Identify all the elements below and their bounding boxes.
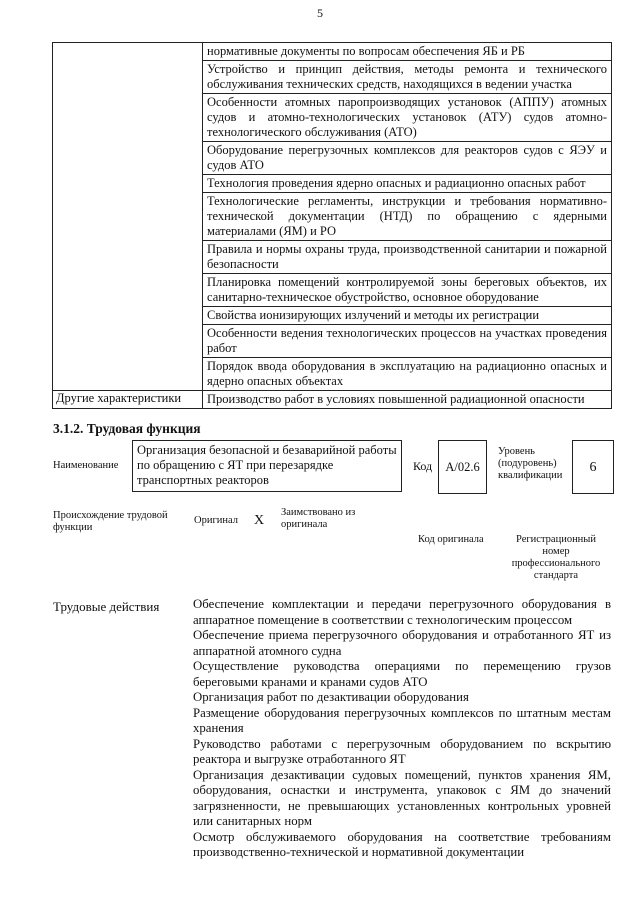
table-cell: Оборудование перегрузочных комплексов для реакторов судов с ЯЭУ и судов АТО bbox=[203, 142, 612, 175]
name-label: Наименование bbox=[53, 460, 119, 471]
original-mark: X bbox=[254, 513, 265, 528]
list-item: Обеспечение комплектации и передачи перегрузочного оборудования в аппаратное помещение в соответствии с технологическим процессом bbox=[193, 597, 611, 627]
table-row bbox=[53, 43, 612, 61]
table-cell: Свойства ионизирующих излучений и методы их регистрации bbox=[203, 307, 612, 325]
table-cell: Особенности ведения технологических процессов на участках проведения работ bbox=[203, 325, 612, 358]
table-cell: нормативные документы по вопросам обеспечения ЯБ и РБ bbox=[203, 43, 612, 61]
table-cell: Правила и нормы охраны труда, производственной санитарии и пожарной безопасности bbox=[203, 241, 612, 274]
table-cell: Планировка помещений контролируемой зоны береговых объектов, их санитарно-техническое обустройство, основное оборудование bbox=[203, 274, 612, 307]
function-name-box: Организация безопасной и безаварийной работы по обращению с ЯТ при перезарядке транспортных реакторов bbox=[132, 440, 402, 492]
actions-label: Трудовые действия bbox=[53, 599, 160, 614]
borrowed-label: Заимствовано из оригинала bbox=[281, 507, 356, 530]
original-label: Оригинал bbox=[194, 515, 238, 526]
list-item: Размещение оборудования перегрузочных комплексов по штатным местам хранения bbox=[193, 705, 611, 735]
page-number: 5 bbox=[317, 6, 323, 20]
list-item: Осмотр обслуживаемого оборудования на соответствие требованиям производственно-технической и нормативной документации bbox=[193, 829, 611, 859]
other-characteristics-value: Производство работ в условиях повышенной радиационной опасности bbox=[203, 391, 612, 409]
origin-label: Происхождение трудовой функции bbox=[53, 510, 168, 533]
reg-number-label: Регистрационный номер профессионального стандарта bbox=[511, 534, 601, 581]
other-characteristics-label: Другие характеристики bbox=[53, 391, 203, 409]
table-cell: Технологические регламенты, инструкции и требования нормативно-технической документации (НТД) по обращению с ядерными материалами (ЯМ) и РО bbox=[203, 193, 612, 241]
actions-list bbox=[193, 597, 611, 861]
table-cell: Устройство и принцип действия, методы ремонта и технического обслуживания технических средств, находящихся в ведении участка bbox=[203, 61, 612, 94]
table-row bbox=[53, 391, 612, 409]
table-cell: Особенности атомных паропроизводящих установок (АППУ) атомных судов и атомно-технологических установок (АТУ) судов атомно-технологического обслуживания (АТО) bbox=[203, 94, 612, 142]
function-code-box: А/02.6 bbox=[438, 440, 487, 494]
list-item: Организация работ по дезактивации оборудования bbox=[193, 690, 469, 704]
table-cell: Порядок ввода оборудования в эксплуатацию на радиационно опасных и ядерно опасных объектах bbox=[203, 358, 612, 391]
code-label: Код bbox=[413, 459, 433, 473]
knowledge-table bbox=[52, 42, 612, 409]
list-item: Обеспечение приема перегрузочного оборудования и отработанного ЯТ из аппаратной атомного судна bbox=[193, 628, 611, 658]
level-value-box: 6 bbox=[572, 440, 614, 494]
section-title: 3.1.2. Трудовая функция bbox=[53, 421, 201, 436]
empty-label-cell bbox=[53, 43, 203, 391]
table-cell: Технология проведения ядерно опасных и радиационно опасных работ bbox=[203, 175, 612, 193]
list-item: Организация дезактивации судовых помещений, пунктов хранения ЯМ, оборудования, оснастки и инструмента, упаковок с ЯМ до значений загрязненности, не превышающих установленных контрольных уровней или санитарных норм bbox=[193, 767, 611, 828]
code-original-label: Код оригинала bbox=[418, 534, 484, 545]
list-item: Руководство работами с перегрузочным оборудованием по вскрытию реактора и выгрузке отработанного ЯТ bbox=[193, 736, 611, 766]
level-label: Уровень (подуровень) квалификации bbox=[498, 446, 563, 481]
list-item: Осуществление руководства операциями по перемещению грузов береговыми кранами и кранами судов АТО bbox=[193, 659, 611, 689]
